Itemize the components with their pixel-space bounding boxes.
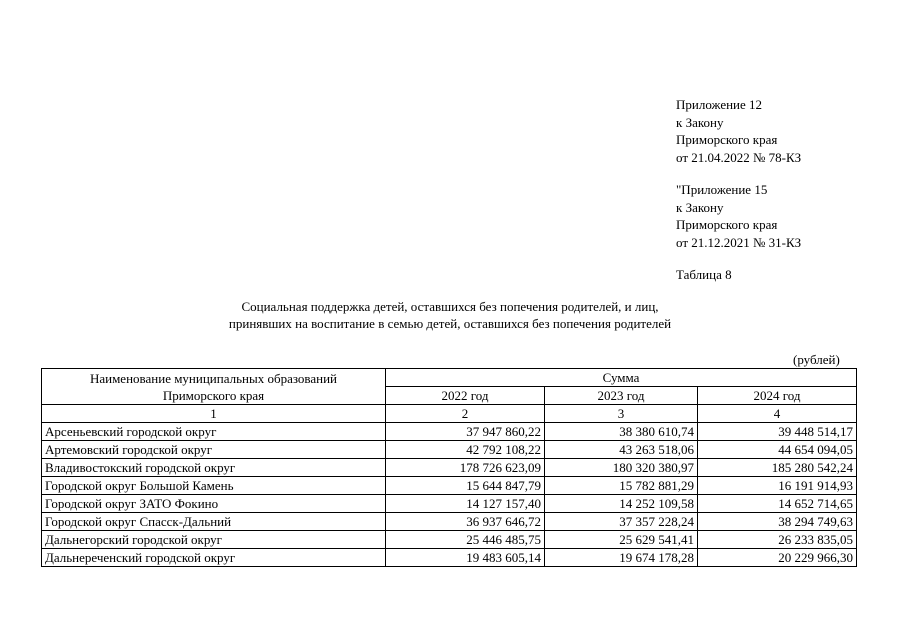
funding-table [41, 368, 857, 567]
amount-2022: 15 644 847,79 [386, 477, 545, 495]
table-row [42, 531, 857, 549]
col-number-4: 4 [698, 405, 857, 423]
amount-2022: 36 937 646,72 [386, 513, 545, 531]
col-number-3: 3 [545, 405, 698, 423]
amount-2024: 20 229 966,30 [698, 549, 857, 567]
table-row [42, 477, 857, 495]
amount-2024: 16 191 914,93 [698, 477, 857, 495]
appendix-15-line2: к Закону [676, 199, 724, 215]
municipality-name: Дальнереченский городской округ [42, 549, 386, 567]
unit-label: (рублей) [793, 352, 840, 367]
document-title [150, 298, 750, 332]
appendix-15-line4: от 21.12.2021 № 31-КЗ [676, 234, 802, 250]
table-number: Таблица 8 [676, 267, 732, 282]
amount-2024: 26 233 835,05 [698, 531, 857, 549]
municipality-name: Дальнегорский городской округ [42, 531, 386, 549]
amount-2023: 43 263 518,06 [545, 441, 698, 459]
header-name-line2: Приморского края [162, 387, 265, 403]
table-row [42, 549, 857, 567]
header-year-2022: 2022 год [386, 387, 545, 405]
amount-2023: 37 357 228,24 [545, 513, 698, 531]
header-name-line1: Наименование муниципальных образований [89, 370, 338, 386]
appendix-15-line1: "Приложение 15 [676, 182, 768, 197]
amount-2022: 19 483 605,14 [386, 549, 545, 567]
amount-2024: 38 294 749,63 [698, 513, 857, 531]
appendix-12-line2: к Закону [676, 114, 724, 130]
appendix-12-line3: Приморского края [676, 132, 778, 147]
appendix-15-header [676, 181, 801, 251]
header-municipality [42, 369, 386, 405]
amount-2023: 180 320 380,97 [545, 459, 698, 477]
municipality-name: Владивостокский городской округ [42, 459, 386, 477]
amount-2022: 25 446 485,75 [386, 531, 545, 549]
amount-2022: 14 127 157,40 [386, 495, 545, 513]
col-number-2: 2 [386, 405, 545, 423]
amount-2022: 37 947 860,22 [386, 423, 545, 441]
col-number-1: 1 [42, 405, 386, 423]
header-sum: Сумма [386, 369, 857, 387]
column-numbers-row [42, 405, 857, 423]
municipality-name: Городской округ Спасск-Дальний [42, 513, 386, 531]
appendix-12-line4: от 21.04.2022 № 78-КЗ [676, 149, 802, 165]
municipality-name: Городской округ ЗАТО Фокино [42, 495, 386, 513]
table-row [42, 495, 857, 513]
amount-2024: 14 652 714,65 [698, 495, 857, 513]
amount-2023: 14 252 109,58 [545, 495, 698, 513]
amount-2023: 19 674 178,28 [545, 549, 698, 567]
municipality-name: Артемовский городской округ [42, 441, 386, 459]
amount-2024: 39 448 514,17 [698, 423, 857, 441]
header-year-2023: 2023 год [545, 387, 698, 405]
table-row [42, 423, 857, 441]
table-row [42, 459, 857, 477]
table-row [42, 441, 857, 459]
appendix-12-header [676, 96, 801, 166]
amount-2023: 15 782 881,29 [545, 477, 698, 495]
amount-2024: 185 280 542,24 [698, 459, 857, 477]
header-year-2024: 2024 год [698, 387, 857, 405]
amount-2024: 44 654 094,05 [698, 441, 857, 459]
amount-2023: 38 380 610,74 [545, 423, 698, 441]
amount-2022: 42 792 108,22 [386, 441, 545, 459]
amount-2023: 25 629 541,41 [545, 531, 698, 549]
appendix-15-line3: Приморского края [676, 217, 778, 232]
table-row [42, 513, 857, 531]
municipality-name: Городской округ Большой Камень [42, 477, 386, 495]
municipality-name: Арсеньевский городской округ [42, 423, 386, 441]
amount-2022: 178 726 623,09 [386, 459, 545, 477]
title-line1: Социальная поддержка детей, оставшихся без попечения родителей, и лиц, [241, 299, 659, 314]
header-row-1 [42, 369, 857, 387]
appendix-12-line1: Приложение 12 [676, 97, 763, 112]
title-line2: принявших на воспитание в семью детей, оставшихся без попечения родителей [228, 316, 672, 331]
